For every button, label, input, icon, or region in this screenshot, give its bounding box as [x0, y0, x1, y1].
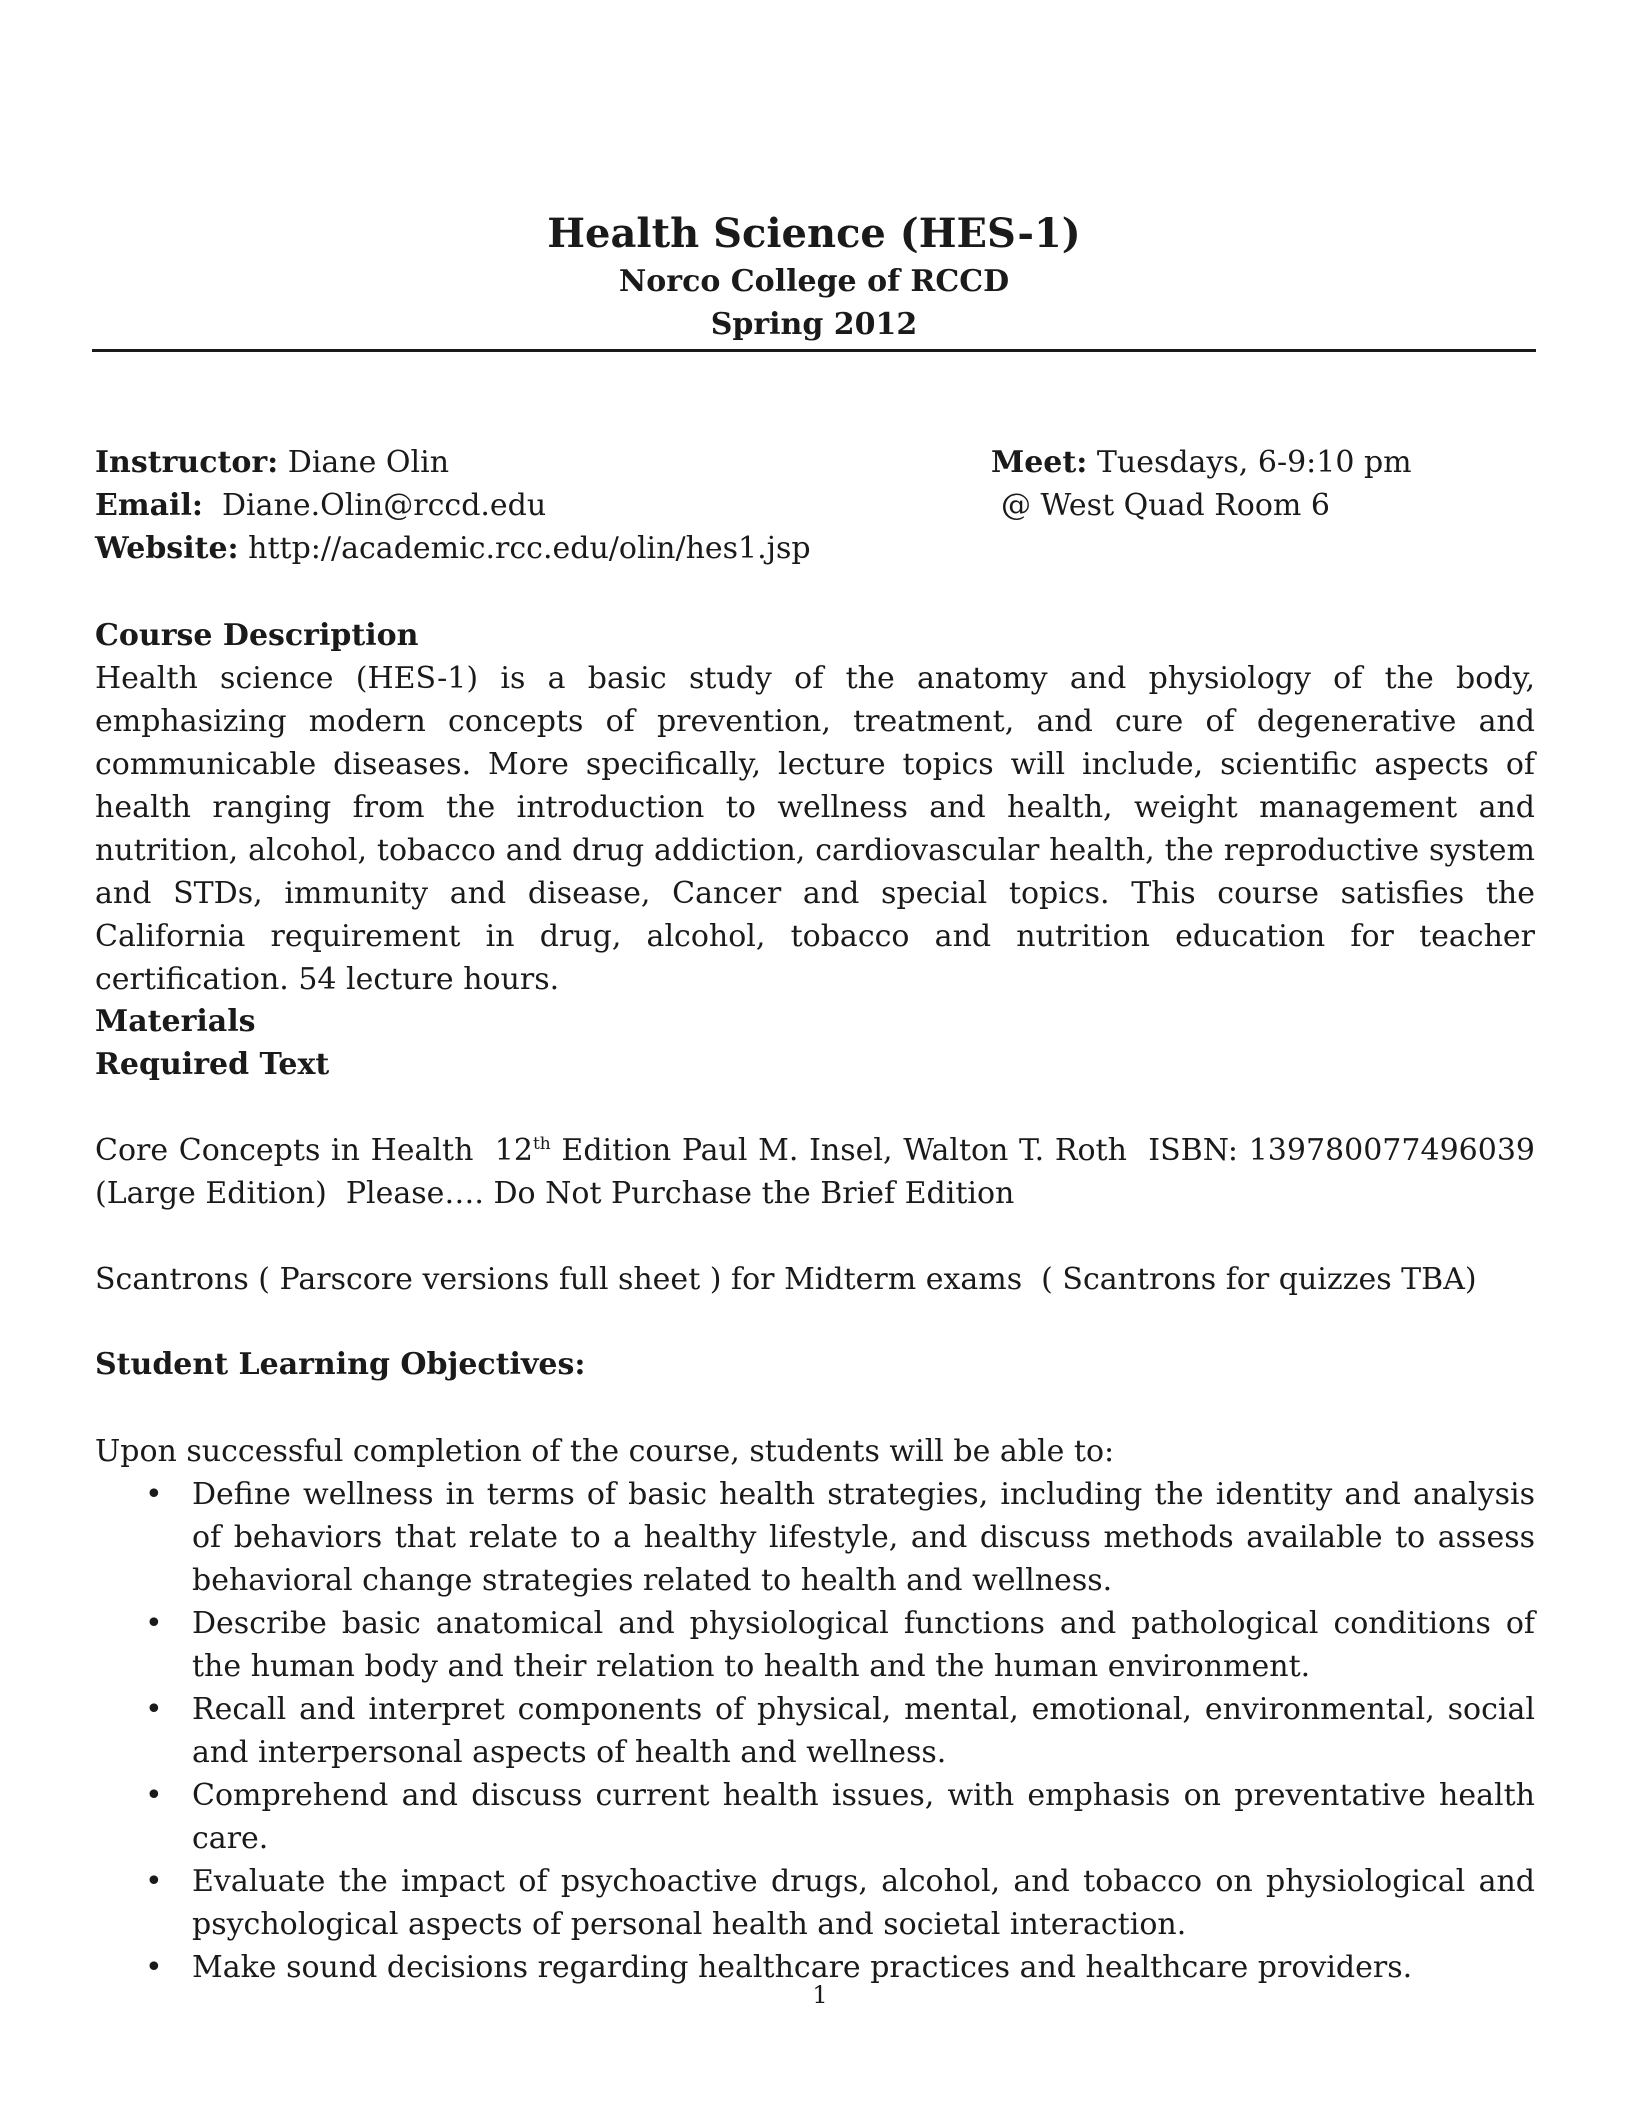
- list-item: • Recall and interpret components of physical, mental, emotional, environmental, social and interpersonal aspects of health and wellness.: [95, 1688, 1535, 1774]
- materials-heading: Materials: [95, 1004, 256, 1039]
- email-address[interactable]: Diane.Olin@rccd.edu: [202, 488, 547, 523]
- list-item: • Evaluate the impact of psychoactive drugs, alcohol, and tobacco on physiological and psychological aspects of personal health and societal interaction.: [95, 1860, 1535, 1946]
- objectives-heading: Student Learning Objectives:: [95, 1347, 586, 1382]
- contact-block: [95, 441, 1535, 570]
- list-item: • Define wellness in terms of basic health strategies, including the identity and analysis of behaviors that relate to a healthy lifestyle, and discuss methods available to assess behavioral change strategies related to health and wellness.: [95, 1473, 1535, 1602]
- meet-label: Meet:: [991, 445, 1088, 480]
- list-item: • Comprehend and discuss current health issues, with emphasis on preventative health care.: [95, 1774, 1535, 1860]
- instructor-name: Diane Olin: [278, 445, 450, 480]
- email-label: Email:: [95, 488, 203, 523]
- meet-location: @ West Quad Room 6: [1001, 488, 1330, 523]
- objectives-list: [95, 1473, 1535, 1989]
- required-text-heading: Required Text: [95, 1047, 330, 1082]
- website-url[interactable]: http://academic.rcc.edu/olin/hes1.jsp: [238, 531, 811, 566]
- course-description-section: [95, 614, 1535, 1001]
- course-description-text: Health science (HES-1) is a basic study of the anatomy and physiology of the body, emphasizing modern concepts of prevention, treatment, and cure of degenerative and communicable diseases. More specifically, lecture topics will include, scientific aspects of health ranging from the introduction to wellness and health, weight management and nutrition, alcohol, tobacco and drug addiction, cardiovascular health, the reproductive system and STDs, immunity and disease, Cancer and special topics. This course satisfies the California requirement in drug, alcohol, tobacco and nutrition education for teacher certification. 54 lecture hours.: [95, 661, 1535, 997]
- course-title: Health Science (HES-1): [547, 210, 1081, 257]
- header-rule: [92, 349, 1536, 352]
- citation-superscript: th: [532, 1134, 551, 1154]
- term: Spring 2012: [710, 307, 918, 342]
- objectives-intro: Upon successful completion of the course, students will be able to:: [95, 1434, 1115, 1469]
- website-label: Website:: [95, 531, 239, 566]
- required-text-citation: [95, 1129, 1545, 1215]
- college-name: Norco College of RCCD: [618, 264, 1010, 299]
- list-item: • Make sound decisions regarding healthcare practices and healthcare providers.: [95, 1946, 1535, 1989]
- course-description-heading: Course Description: [95, 618, 419, 653]
- page-number: 1: [812, 1981, 828, 2009]
- citation-part-1: Core Concepts in Health 12: [95, 1133, 533, 1168]
- meet-time: Tuesdays, 6-9:10 pm: [1087, 445, 1412, 480]
- materials-section: [95, 1000, 1535, 1086]
- list-item: • Describe basic anatomical and physiological functions and pathological conditions of the human body and their relation to health and the human environment.: [95, 1602, 1535, 1688]
- document-header: [92, 208, 1536, 346]
- instructor-label: Instructor:: [95, 445, 279, 480]
- objectives-section: [95, 1430, 1535, 1989]
- scantrons-note: Scantrons ( Parscore versions full sheet ) for Midterm exams ( Scantrons for quizzes TBA): [95, 1262, 1477, 1297]
- citation-part-2: Edition Paul M. Insel, Walton T. Roth ISBN: 139780077496039 (Large Edition) Please…. Do Not Purchase the Brief Edition: [95, 1133, 1545, 1211]
